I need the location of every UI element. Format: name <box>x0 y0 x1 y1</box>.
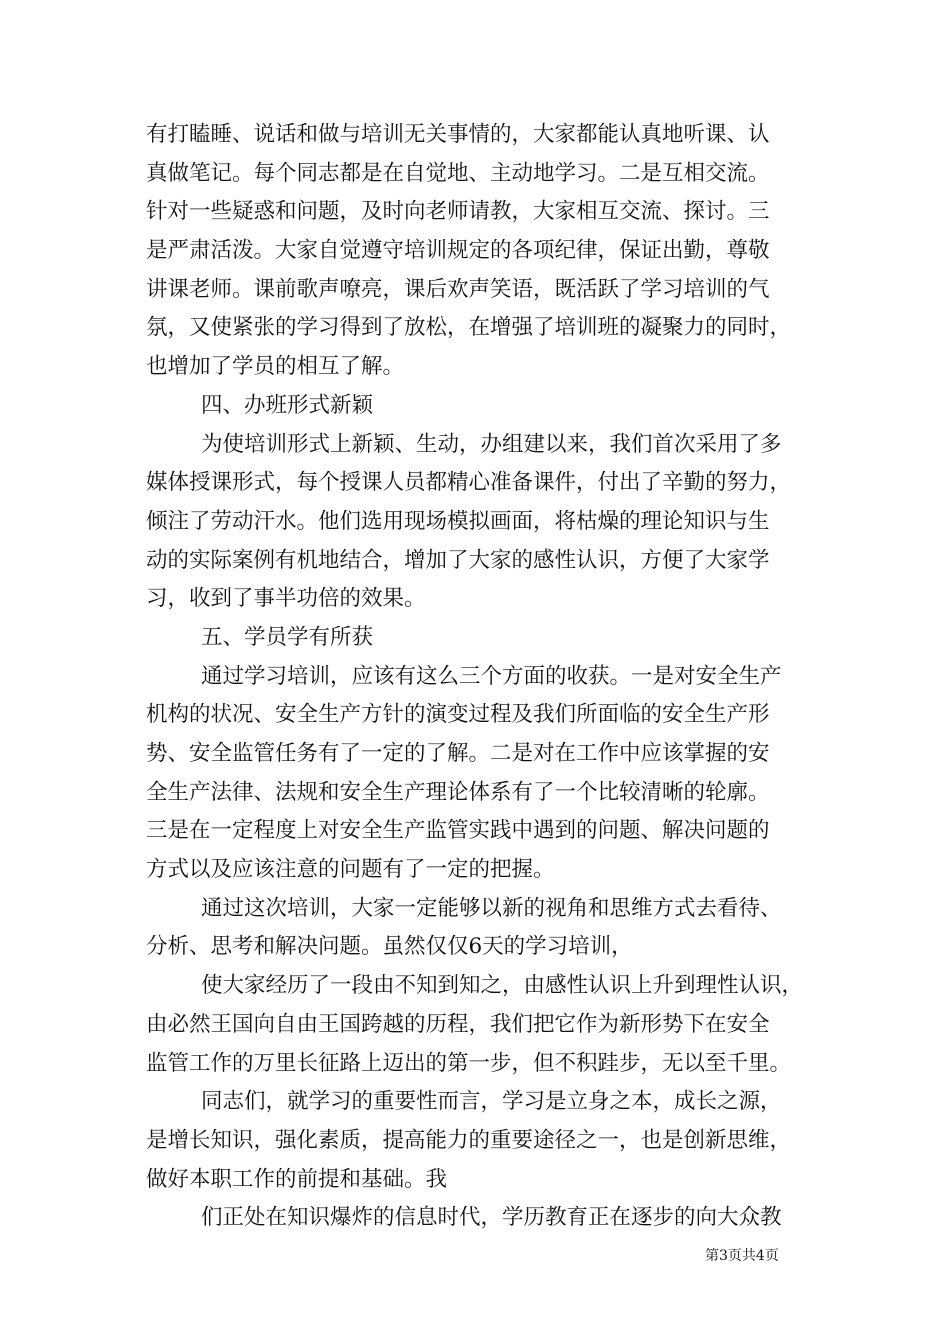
text-line: 三是在一定程度上对安全生产监管实践中遇到的问题、解决问题的 <box>146 818 770 844</box>
text-line: 监管工作的万里长征路上迈出的第一步，但不积跬步，无以至千里。 <box>146 1050 792 1076</box>
text-line: 全生产法律、法规和安全生产理论体系有了一个比较清晰的轮廓。 <box>146 779 770 805</box>
text-line: 是严肃活泼。大家自觉遵守培训规定的各项纪律，保证出勤，尊敬 <box>146 238 770 264</box>
text-line: 是增长知识，强化素质，提高能力的重要途径之一，也是创新思维， <box>146 1127 792 1153</box>
text-line: 氛，又使紧张的学习得到了放松，在增强了培训班的凝聚力的同时， <box>146 315 792 341</box>
document-body <box>146 116 818 1238</box>
text-line: 由必然王国向自由王国跨越的历程，我们把它作为新形势下在安全 <box>146 1011 770 1037</box>
text-line: 通过学习培训，应该有这么三个方面的收获。一是对安全生产 <box>201 663 782 689</box>
text-line: 有打瞌睡、说话和做与培训无关事情的，大家都能认真地听课、认 <box>146 122 770 147</box>
text-line: 媒体授课形式，每个授课人员都精心准备课件，付出了辛勤的努力， <box>146 470 792 496</box>
section-heading: 五、学员学有所获 <box>201 624 374 650</box>
text-line: 真做笔记。每个同志都是在自觉地、主动地学习。二是互相交流。 <box>146 160 770 186</box>
text-line: 习，收到了事半功倍的效果。 <box>146 586 426 612</box>
text-line: 们正处在知识爆炸的信息时代，学历教育正在逐步的向大众教 <box>201 1205 782 1231</box>
text-line: 做好本职工作的前提和基础。我 <box>146 1166 448 1192</box>
section-heading: 四、办班形式新颖 <box>201 392 374 418</box>
text-line: 倾注了劳动汗水。他们选用现场模拟画面，将枯燥的理论知识与生 <box>146 508 770 534</box>
text-line: 势、安全监管任务有了一定的了解。二是对在工作中应该掌握的安 <box>146 741 770 766</box>
text-line: 也增加了学员的相互了解。 <box>146 354 405 380</box>
text-line: 方式以及应该注意的问题有了一定的把握。 <box>146 857 555 883</box>
text-line: 使大家经历了一段由不知到知之，由感性认识上升到理性认识， <box>201 973 804 999</box>
text-line: 讲课老师。课前歌声嘹亮，课后欢声笑语，既活跃了学习培训的气 <box>146 276 770 302</box>
page-number: 第3页共4页 <box>705 1248 779 1264</box>
text-line: 针对一些疑惑和问题，及时向老师请教，大家相互交流、探讨。三 <box>146 199 770 225</box>
text-line: 机构的状况、安全生产方针的演变过程及我们所面临的安全生产形 <box>146 702 770 728</box>
text-line: 为使培训形式上新颖、生动，办组建以来，我们首次采用了多 <box>201 431 782 457</box>
text-line: 分析、思考和解决问题。虽然仅仅6天的学习培训， <box>146 934 633 960</box>
text-line: 动的实际案例有机地结合，增加了大家的感性认识，方便了大家学 <box>146 547 770 573</box>
text-line: 同志们，就学习的重要性而言，学习是立身之本，成长之源， <box>201 1089 782 1115</box>
text-line: 通过这次培训，大家一定能够以新的视角和思维方式去看待、 <box>201 895 782 921</box>
